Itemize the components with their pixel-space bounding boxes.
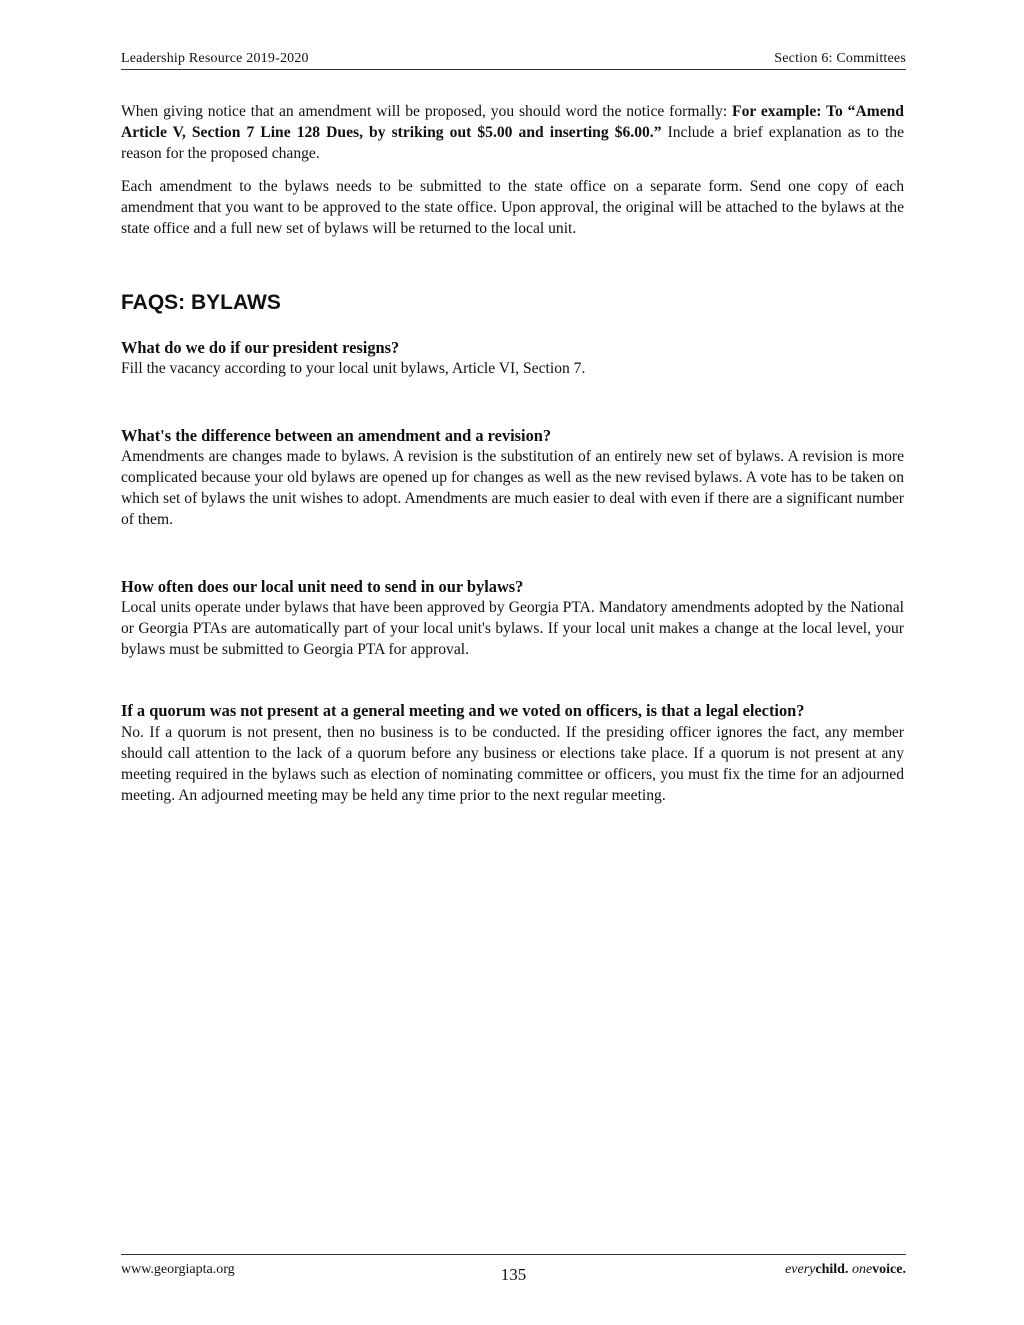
footer-website-link[interactable]: www.georgiapta.org	[121, 1262, 235, 1277]
tagline-every: every	[785, 1262, 816, 1277]
page-header	[121, 49, 906, 70]
tagline-child: child.	[815, 1262, 852, 1277]
notice-text: When giving notice that an amendment will be proposed, you should word the notice formally:	[121, 103, 733, 120]
tagline-voice: voice.	[872, 1262, 906, 1277]
faq-answer: No. If a quorum is not present, then no business is to be conducted. If the presiding officer ignores the fact, any member should call attention to the lack of a quorum before any business or elections take place. If a quorum is not present at any meeting required in the bylaws such as election of nominating committee or officers, you must fix the time for an adjourned meeting. An adjourned meeting may be held any time prior to the next regular meeting.	[121, 723, 904, 805]
faq-question: What's the difference between an amendment and a revision?	[121, 425, 552, 445]
faq-section-title: FAQS: BYLAWS	[121, 291, 281, 315]
page-content	[121, 101, 904, 806]
faq-question: How often does our local unit need to send in our bylaws?	[121, 576, 524, 596]
page-number: 135	[500, 1265, 527, 1284]
faq-answer: Local units operate under bylaws that have been approved by Georgia PTA. Mandatory amendments adopted by the National or Georgia PTAs are automatically part of your local unit's bylaws. If your local unit makes a change at the local level, your bylaws must be submitted to Georgia PTA for approval.	[121, 598, 904, 659]
page-footer	[121, 1254, 906, 1295]
header-section-title: Section 6: Committees	[774, 51, 906, 66]
header-document-title: Leadership Resource 2019-2020	[121, 51, 309, 66]
faq-item	[121, 700, 904, 806]
faq-item	[121, 576, 904, 661]
faq-answer: Amendments are changes made to bylaws. A revision is the substitution of an entirely new set of bylaws. A revision is more complicated because your old bylaws are opened up for changes as well as the new revised bylaws. A vote has to be taken on which set of bylaws the unit wishes to adopt. Amendments are much easier to deal with even if there are a significant number of them.	[121, 447, 904, 529]
faq-question: What do we do if our president resigns?	[121, 338, 400, 358]
amendment-submission-paragraph: Each amendment to the bylaws needs to be submitted to the state office on a separate form. Send one copy of each amendment that you want to be approved to the state office. Upon approval, the original will be attached to the bylaws at the state office and a full new set of bylaws will be returned to the local unit.	[121, 177, 904, 238]
faq-question: If a quorum was not present at a general meeting and we voted on officers, is that a legal election?	[121, 701, 805, 721]
faq-item	[121, 337, 904, 379]
amendment-notice-paragraph	[121, 101, 904, 165]
tagline-one: one	[851, 1262, 873, 1277]
footer-tagline	[785, 1262, 906, 1278]
notice-example: For example: To “Amend Article V, Section 7 Line 128 Dues, by striking out $5.00 and inserting $6.00.”	[121, 103, 904, 142]
notice-tail: Include a brief explanation as to the reason for the proposed change.	[121, 124, 904, 163]
faq-item	[121, 425, 904, 531]
faq-answer: Fill the vacancy according to your local unit bylaws, Article VI, Section 7.	[121, 360, 586, 378]
